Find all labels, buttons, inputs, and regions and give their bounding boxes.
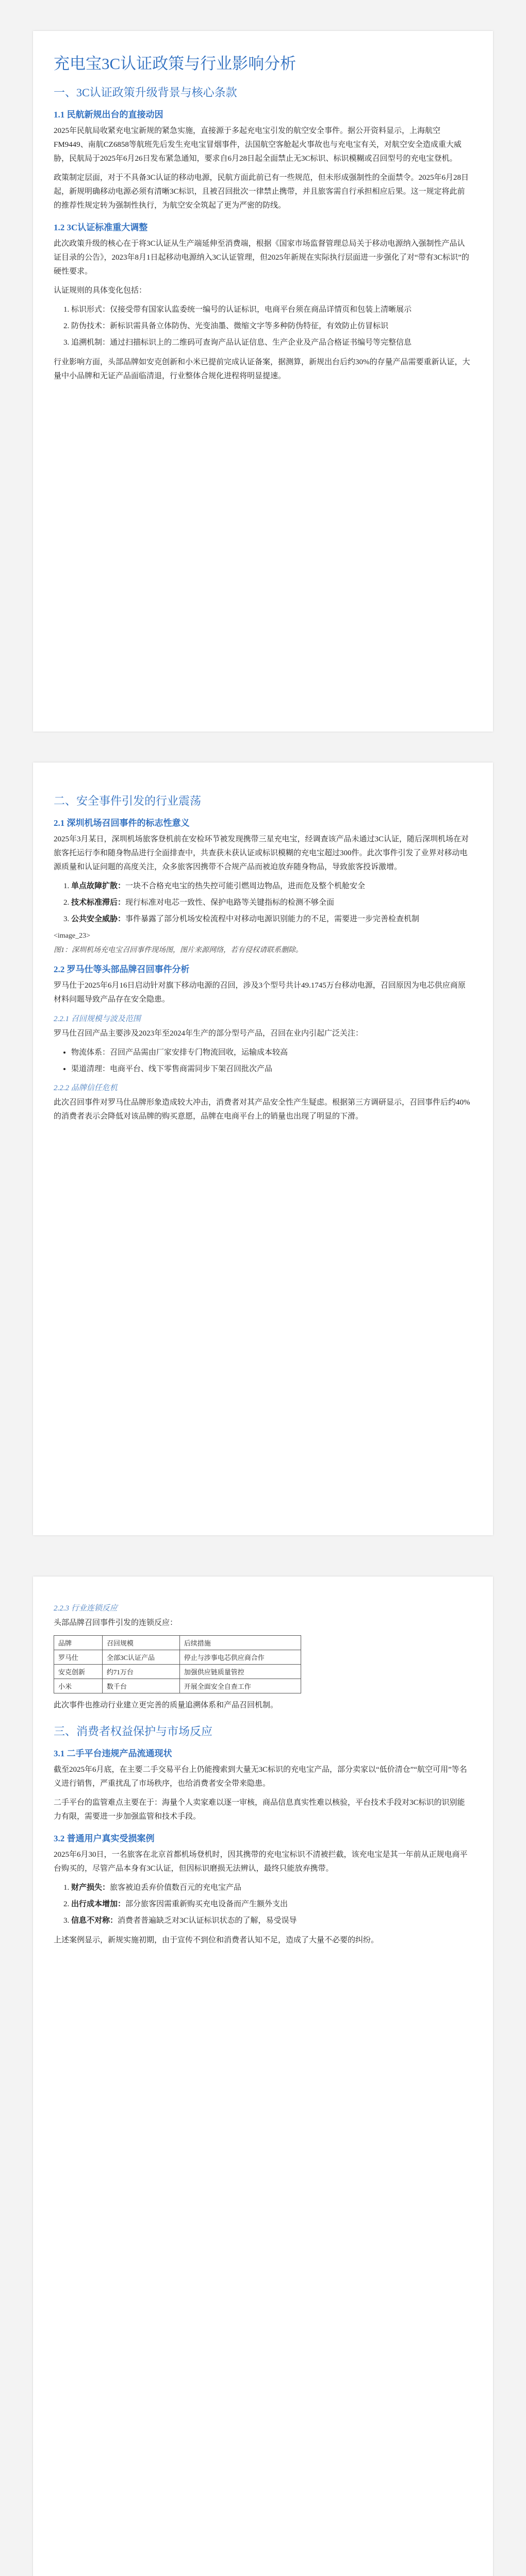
list-item: 2. 防伪技术：新标识需具备立体防伪、光变油墨、微缩文字等多种防伪特征，有效防止仿冒标识 xyxy=(71,319,472,333)
table-cell: 安克创新 xyxy=(54,1665,103,1679)
paragraph: 头部品牌召回事件引发的连锁反应： xyxy=(54,1619,178,1627)
table-cell: 开展全面安全自查工作 xyxy=(179,1679,301,1693)
paragraph: 2025年6月30日，一名旅客在北京首都机场登机时，因其携带的充电宝标识不清被拦截，该充电宝是其一年前从正规电商平台购买的，尽管产品本身有3C认证，但因标识磨损无法辨认，最终只能放弃携带。 xyxy=(54,1851,468,1873)
section-2-2-3-heading: 2.2.3 行业连锁反应 xyxy=(54,1604,118,1613)
section-1-heading: 一、3C认证政策升级背景与核心条款 xyxy=(54,86,237,99)
table-cell: 停止与涉事电芯供应商合作 xyxy=(179,1650,301,1665)
ordered-list xyxy=(54,879,472,926)
section-1-2-heading: 1.2 3C认证标准重大调整 xyxy=(54,223,148,232)
table-cell: 罗马仕 xyxy=(54,1650,103,1665)
list-item: 1. 单点故障扩散：一块不合格充电宝的热失控可能引燃周边物品，进而危及整个机舱安全 xyxy=(71,879,472,893)
paragraph: 罗马仕召回产品主要涉及2023年至2024年生产的部分型号产品，召回在业内引起广泛关注： xyxy=(54,1029,364,1038)
list-item: 2. 技术标准滞后：现行标准对电芯一致性、保护电路等关键指标的检测不够全面 xyxy=(71,896,472,909)
paragraph: 截至2025年6月底，在主要二手交易平台上仍能搜索到大量无3C标识的充电宝产品，部分卖家以“低价清仓”“航空可用”等名义进行销售，严重扰乱了市场秩序，也给消费者安全带来隐患。 xyxy=(54,1766,467,1788)
table-cell: 数千台 xyxy=(102,1679,179,1693)
list-item: • 渠道清理：电商平台、线下零售商需同步下架召回批次产品 xyxy=(71,1062,472,1076)
paragraph: 政策制定层面，对于不具备3C认证的移动电源，民航方面此前已有一些规范，但未形成强制性的全面禁令。2025年6月28日起，新规明确移动电源必须有清晰3C标识，且被召回批次一律禁止携带，并且旅客需自行承担相应后果。这一规定将此前的推荐性规定转为强制性执行，为航空安全筑起了更为严密的防线。 xyxy=(54,174,469,210)
paragraph: 二手平台的监管难点主要在于：海量个人卖家难以逐一审核，商品信息真实性难以核验，平台技术手段对3C标识的识别能力有限，需要进一步加强监管和技术手段。 xyxy=(54,1799,465,1821)
table-cell: 小米 xyxy=(54,1679,103,1693)
recall-table xyxy=(54,1635,301,1693)
section-2-2-heading: 2.2 罗马仕等头部品牌召回事件分析 xyxy=(54,964,190,974)
document-page-3 xyxy=(33,1577,493,2576)
list-item: 2. 出行成本增加：部分旅客因需重新购买充电设备而产生额外支出 xyxy=(71,1897,472,1911)
section-2-2-1-heading: 2.2.1 召回规模与波及范围 xyxy=(54,1015,141,1023)
ordered-list xyxy=(54,303,472,349)
paragraph: 此次政策升级的核心在于将3C认证从生产端延伸至消费端，根据《国家市场监督管理总局关于移动电源纳入强制性产品认证目录的公告》，2023年8月1日起移动电源纳入3C认证管理，但2025年新规在实际执行层面进一步强化了对“带有3C标识”的硬性要求。 xyxy=(54,240,469,276)
paragraph: 认证规则的具体变化包括： xyxy=(54,286,147,295)
paragraph: 此次事件也推动行业建立更完善的质量追溯体系和产品召回机制。 xyxy=(54,1701,278,1709)
image-placeholder: <image_23> xyxy=(54,932,90,940)
paragraph: 2025年民航局收紧充电宝新规的紧急实施，直接源于多起充电宝引发的航空安全事件。据公开资料显示，上海航空FM9449、南航CZ6858等航班先后发生充电宝冒烟事件，法国航空客舱起火事故也与充电宝有关，对航空安全造成重大威胁，民航局于2025年6月26日发布紧急通知，要求自6月28日起全面禁止无3C标识、标识模糊或召回型号的充电宝登机。 xyxy=(54,127,462,163)
bullet-list xyxy=(54,1046,472,1076)
document-page-2 xyxy=(33,762,493,1535)
paragraph: 上述案例显示，新规实施初期，由于宣传不到位和消费者认知不足，造成了大量不必要的纠纷。 xyxy=(54,1936,379,1944)
table-header-cell: 召回规模 xyxy=(102,1636,179,1650)
section-2-heading: 二、安全事件引发的行业震荡 xyxy=(54,794,202,807)
table-cell: 约71万台 xyxy=(102,1665,179,1679)
list-item: 1. 标识形式：仅接受带有国家认监委统一编号的认证标识，电商平台须在商品详情页和包装上清晰展示 xyxy=(71,303,472,316)
list-item: • 物流体系：召回产品需由厂家安排专门物流回收，运输成本较高 xyxy=(71,1046,472,1059)
figure-caption: 图1：深圳机场充电宝召回事件现场图，图片来源网络，若有侵权请联系删除。 xyxy=(54,946,303,954)
table-row xyxy=(54,1665,301,1679)
ordered-list xyxy=(54,1881,472,1927)
paragraph: 罗马仕于2025年6月16日启动针对旗下移动电源的召回，涉及3个型号共计49.1745万台移动电源，召回原因为电芯供应商原材料问题导致产品存在安全隐患。 xyxy=(54,981,466,1004)
paragraph: 2025年3月某日，深圳机场旅客登机前在安检环节被发现携带三星充电宝，经调查该产品未通过3C认证，随后深圳机场在对旅客托运行李和随身物品进行全面排查中，共查获未获认证或标识模糊的充电宝超过300件。此次事件引发了业界对移动电源质量和认证问题的高度关注，众多旅客因携带不合规产品而被迫放弃随身物品，导致旅客投诉激增。 xyxy=(54,835,469,871)
table-row xyxy=(54,1650,301,1665)
section-2-1-heading: 2.1 深圳机场召回事件的标志性意义 xyxy=(54,818,190,828)
list-item: 3. 追溯机制：通过扫描标识上的二维码可查询产品认证信息、生产企业及产品合格证书编号等完整信息 xyxy=(71,336,472,349)
paragraph: 此次召回事件对罗马仕品牌形象造成较大冲击，消费者对其产品安全性产生疑虑。根据第三方调研显示，召回事件后约40%的消费者表示会降低对该品牌的购买意愿，品牌在电商平台上的销量也出现了明显的下滑。 xyxy=(54,1098,470,1121)
document-title: 充电宝3C认证政策与行业影响分析 xyxy=(54,55,297,73)
table-header-row xyxy=(54,1636,301,1650)
table-cell: 全部3C认证产品 xyxy=(102,1650,179,1665)
section-3-1-heading: 3.1 二手平台违规产品流通现状 xyxy=(54,1749,172,1758)
list-item: 3. 公共安全威胁：事件暴露了部分机场安检流程中对移动电源识别能力的不足，需要进一步完善检查机制 xyxy=(71,912,472,926)
paragraph: 行业影响方面，头部品牌如安克创新和小米已提前完成认证备案，据测算，新规出台后约30%的存量产品需要重新认证，大量中小品牌和无证产品面临清退，行业整体合规化进程将明显提速。 xyxy=(54,358,470,380)
section-1-1-heading: 1.1 民航新规出台的直接动因 xyxy=(54,110,163,120)
document-page-1 xyxy=(33,31,493,732)
list-item: 3. 信息不对称：消费者普遍缺乏对3C认证标识状态的了解，易受误导 xyxy=(71,1914,472,1927)
table-header-cell: 后续措施 xyxy=(179,1636,301,1650)
list-item: 1. 财产损失：旅客被迫丢弃价值数百元的充电宝产品 xyxy=(71,1881,472,1894)
table-row xyxy=(54,1679,301,1693)
section-3-2-heading: 3.2 普通用户真实受损案例 xyxy=(54,1834,155,1843)
section-3-heading: 三、消费者权益保护与市场反应 xyxy=(54,1725,213,1738)
table-header-cell: 品牌 xyxy=(54,1636,103,1650)
table-cell: 加强供应链质量管控 xyxy=(179,1665,301,1679)
section-2-2-2-heading: 2.2.2 品牌信任危机 xyxy=(54,1084,118,1092)
